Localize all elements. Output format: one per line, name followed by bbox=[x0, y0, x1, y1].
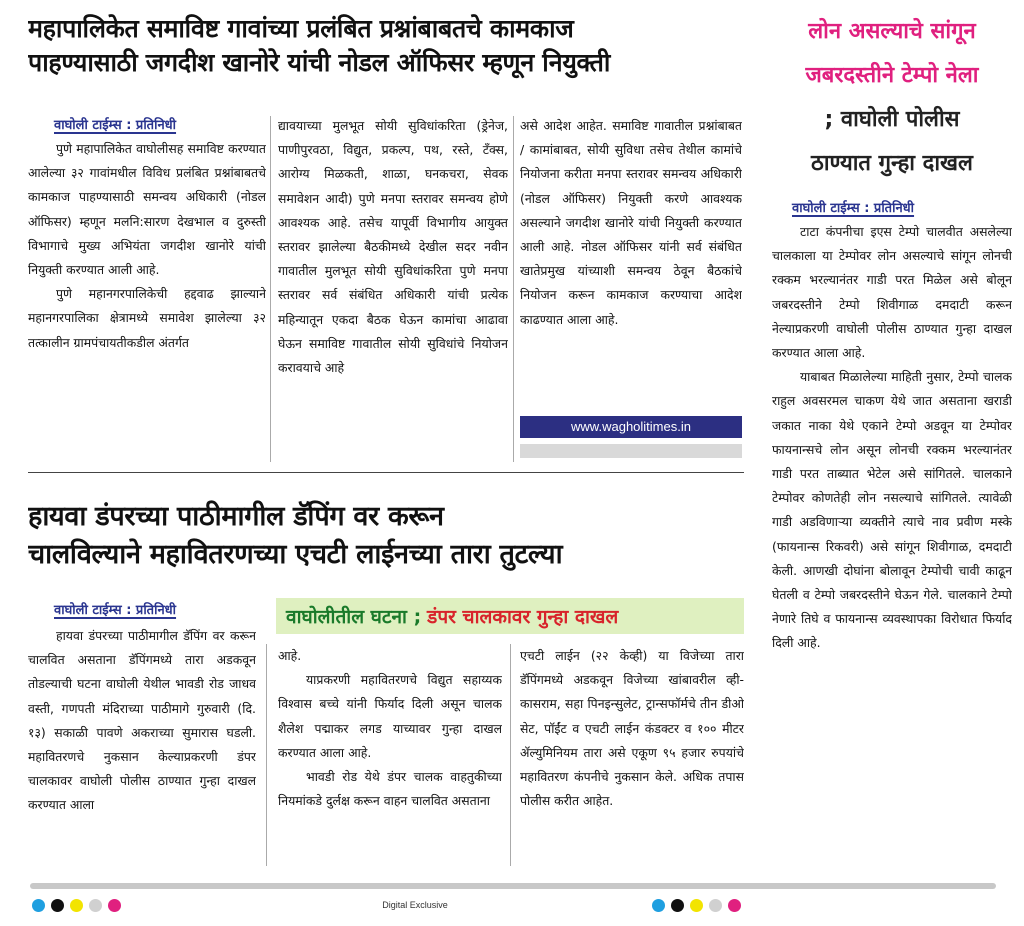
website-url-bar[interactable]: www.wagholitimes.in bbox=[520, 416, 742, 438]
story2-column-2 bbox=[278, 644, 502, 870]
yellow-registration-dot bbox=[70, 899, 83, 912]
story2-column-1 bbox=[28, 624, 256, 890]
story1-col2-paragraph: द्यावयाच्या मुलभूत सोयी सुविधांकरिता (ड्रेनेज, पाणीपुरवठा, विद्युत, प्रकल्प, पथ, रस्ते, टँक्स, आरोग्य मिळकती, शाळा, घनकचरा, सेवक समावेशन आदी) पुणे मनपा स्तरावर समन्वय होणे आवश्यक आहे. तसेच यापूर्वी विभागीय आयुक्त स्तरावर झालेल्या बैठकीमध्ये देखील सदर नवीन गावातील मुलभूत सोयी सुविधांकरिता पुणे मनपा स्तरावर सर्व संबंधित अधिकारी यांची प्रत्येक महिन्यातून एकदा बैठक घेऊन कामांचा आढावा घेऊन समाविष्ट गावातील सोयी सुविधांचे नियोजन करावयाचे आहे bbox=[278, 118, 508, 376]
sidebar-paragraph-1: टाटा कंपनीचा इएस टेम्पो चालवीत असलेल्या चालकाला या टेम्पोवर लोन असल्याचे सांगून लोनची रक्कम भरल्यानंतर गाडी परत मिळेल असे बोलून जबरदस्तीने टेम्पो शिवीगाळ दमदाटी करून नेल्याप्रकरणी वाघोली पोलीस ठाण्यात गुन्हा दाखल करण्यात आला आहे. bbox=[772, 224, 1012, 361]
registration-marks-left bbox=[32, 899, 121, 912]
story2-col2-paragraph-1: आहे. bbox=[278, 648, 302, 663]
story1-headline bbox=[28, 12, 750, 80]
sidebar-title-dark-line2: ठाण्यात गुन्हा दाखल bbox=[811, 151, 973, 176]
sidebar-body bbox=[772, 220, 1012, 880]
column-divider bbox=[513, 116, 514, 462]
banner-location-text: वाघोलीतील घटना ; bbox=[286, 606, 422, 628]
story1-col1-paragraph-1: पुणे महापालिकेत वाघोलीसह समाविष्ट करण्यात आलेल्या ३२ गावांमधील विविध प्रलंबित प्रश्नांबाबतचे कामकाज पाहण्यासाठी समन्वय अधिकारी (नोडल ऑफिसर) म्हणून मलनि:सारण देखभाल व दुरुस्ती विभागाचे मुख्य अभियंता जगदीश खानोरे यांची नियुक्ती करण्यात आली आहे. bbox=[28, 141, 266, 278]
section-divider bbox=[28, 472, 744, 473]
story2-subheading-banner bbox=[276, 598, 744, 634]
story2-col2-paragraph-2: याप्रकरणी महावितरणचे विद्युत सहाय्यक विश्वास बच्चे यांनी फिर्याद दिली असून चालक शैलेश पद्माकर लगड याच्यावर गुन्हा दाखल करण्यात आला आहे. bbox=[278, 672, 502, 760]
grey-registration-dot bbox=[89, 899, 102, 912]
sidebar-title-dark-line1: ; वाघोली पोलीस bbox=[824, 107, 960, 132]
yellow-registration-dot bbox=[690, 899, 703, 912]
story1-col3-paragraph: असे आदेश आहेत. समाविष्ट गावातील प्रश्नांबाबत / कामांबाबत, सोयी सुविधा तसेच तेथील कामांचे नियोजना करीता मनपा स्तरावर समन्वय अधिकारी (नोडल ऑफिसर) नियुक्ती करणे आवश्यक असल्याने जगदीश खानोरे यांची नियुक्ती करण्यात आली आहे. नोडल ऑफिसर यांनी सर्व संबंधित खातेप्रमुख यांच्याशी समन्वय ठेवून बैठकांचे नियोजन करून कामकाज करण्याचा आदेश काढण्यात आला आहे. bbox=[520, 118, 742, 327]
black-registration-dot bbox=[671, 899, 684, 912]
story1-column-2 bbox=[278, 114, 508, 466]
black-registration-dot bbox=[51, 899, 64, 912]
story2-col3-paragraph: एचटी लाईन (२२ केव्ही) या विजेच्या तारा डॅपिंगमध्ये अडकवून विजेच्या खांबावरील व्ही-कासराम, सहा पिनइन्सुलेट, ट्रान्सफॉर्मचे तीन डीओ सेट, पॉईंट व एचटी लाईन कंडक्टर व १०० मीटर ॲल्युमिनियम तारा असे एकूण ९५ हजार रुपयांचे महावितरण कंपनीचे नुकसान केले. अधिक तपास पोलीस करीत आहेत. bbox=[520, 648, 744, 809]
cyan-registration-dot bbox=[32, 899, 45, 912]
magenta-registration-dot bbox=[108, 899, 121, 912]
sidebar-title-pink-line1: लोन असल्याचे सांगून bbox=[808, 19, 976, 44]
sidebar-byline: वाघोली टाईम्स : प्रतिनिधी bbox=[792, 201, 915, 216]
registration-marks-right bbox=[652, 899, 741, 912]
column-divider bbox=[510, 644, 511, 866]
grey-decorative-bar bbox=[520, 444, 742, 458]
sidebar-paragraph-2: याबाबत मिळालेल्या माहिती नुसार, टेम्पो चालक राहुल अवसरमल चाकण येथे जात असताना खराडी जकात नाका येथे एकाने टेम्पो अडवून या टेम्पोवर फायनान्सचे लोन असून लोनची रक्कम भरल्यानंतर गाडी परत ताब्यात भेटेल असे सांगितले. चालकाने टेम्पोवर कोणतेही लोन नसल्याचे सांगितले. त्यावेळी गाडी अडविणाऱ्या व्यक्तीने त्याचे नाव प्रवीण मस्के (फायनान्स रिकवरी) असे सांगून शिवीगाळ, दमदाटी केली. आणखी दोघांना बोलावून टेम्पोची चावी काढून घेतली व टेम्पो जबरदस्तीने घेऊन गेले. चालकाने टेम्पो नेणारे तिघे व फायनान्स व्यवस्थापका विरोधात फिर्याद दिली आहे. bbox=[772, 369, 1012, 651]
sidebar-byline-wrap bbox=[792, 198, 914, 218]
story2-headline bbox=[28, 498, 750, 574]
story2-col2-paragraph-3: भावडी रोड येथे डंपर चालक वाहतुकीच्या नियमांकडे दुर्लक्ष करून वाहन चालवित असताना bbox=[278, 769, 502, 809]
story1-headline-line2: पाहण्यासाठी जगदीश खानोरे यांची नोडल ऑफिसर म्हणून नियुक्ती bbox=[28, 48, 611, 77]
column-divider bbox=[266, 644, 267, 866]
sidebar-title-pink-line2: जबरदस्तीने टेम्पो नेला bbox=[805, 63, 979, 88]
cyan-registration-dot bbox=[652, 899, 665, 912]
footer-label: Digital Exclusive bbox=[382, 900, 448, 910]
story2-headline-line2: चालविल्याने महावितरणच्या एचटी लाईनच्या तारा तुटल्या bbox=[28, 539, 563, 570]
story1-byline: वाघोली टाईम्स : प्रतिनिधी bbox=[54, 118, 177, 133]
banner-case-text: डंपर चालकावर गुन्हा दाखल bbox=[427, 606, 619, 628]
story1-column-3 bbox=[520, 114, 742, 414]
story2-byline-wrap bbox=[54, 600, 176, 620]
column-divider bbox=[270, 116, 271, 462]
grey-registration-dot bbox=[709, 899, 722, 912]
story1-column-1 bbox=[28, 116, 266, 466]
story2-col1-paragraph: हायवा डंपरच्या पाठीमागील डॅपिंग वर करून चालवित असताना डॅपिंगमध्ये तारा अडकवून तोडल्याची घटना वाघोली येथील भावडी रोड जाधव वस्ती, गणपती मंदिराच्या पाठीमागे गुरुवारी (दि. १३) सकाळी पावणे अकराच्या सुमारास घडली. महावितरणचे नुकसान केल्याप्रकरणी डंपर चालकावर वाघोली पोलीस ठाण्यात गुन्हा दाखल करण्यात आला bbox=[28, 628, 256, 813]
story1-headline-line1: महापालिकेत समाविष्ट गावांच्या प्रलंबित प्रश्नांबाबतचे कामकाज bbox=[28, 14, 574, 43]
story2-byline: वाघोली टाईम्स : प्रतिनिधी bbox=[54, 603, 177, 618]
sidebar-story bbox=[760, 0, 1024, 880]
story1-col1-paragraph-2: पुणे महानगरपालिकेची हद्दवाढ झाल्याने महानगरपालिका क्षेत्रामध्ये समावेश झालेल्या ३२ तत्कालीन ग्रामपंचायतीकडील अंतर्गत bbox=[28, 286, 266, 350]
footer-rule bbox=[30, 883, 996, 889]
story2-column-3 bbox=[520, 644, 744, 870]
story2-headline-line1: हायवा डंपरच्या पाठीमागील डॅपिंग वर करून bbox=[28, 501, 444, 532]
magenta-registration-dot bbox=[728, 899, 741, 912]
